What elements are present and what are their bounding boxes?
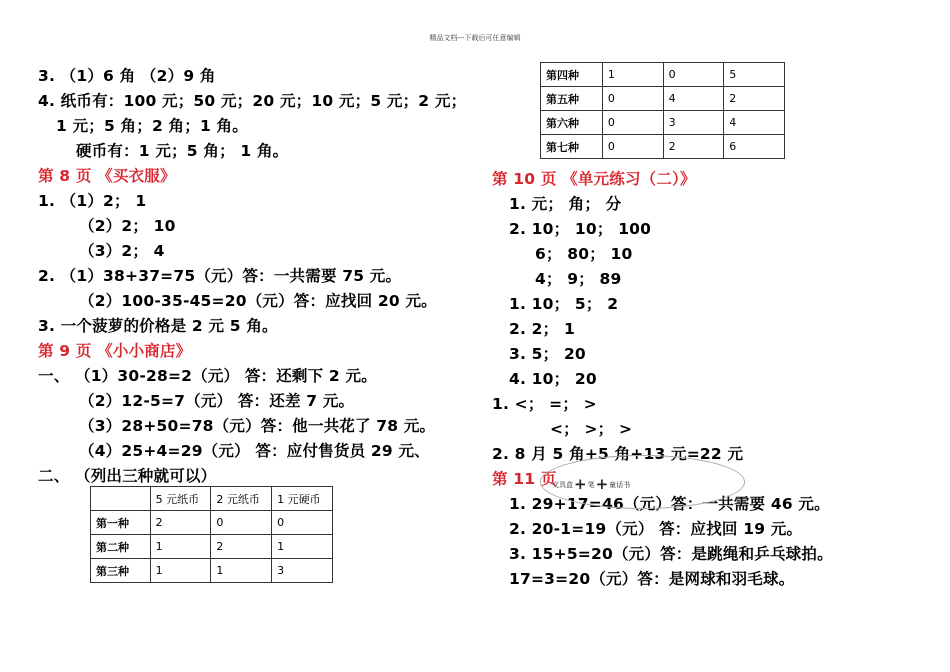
row-label-cell: 第四种 [541, 63, 603, 87]
answer-line: 2. 10； 10； 100 [509, 220, 652, 238]
answer-line: 4. 纸币有：100 元；50 元；20 元；10 元；5 元；2 元； [38, 92, 467, 110]
answer-line: 1. 10； 5； 2 [509, 295, 619, 313]
answer-line: 1. 29+17=46（元）答：一共需要 46 元。 [509, 495, 830, 513]
table-row [91, 559, 333, 583]
table-cell: 4 [663, 87, 724, 111]
stamp-text: 文具盒+笔+童话书 [552, 475, 631, 493]
answer-line: 2. 8 月 5 角+5 角+13 元=22 元 [492, 445, 744, 463]
answer-line: 4. 10； 20 [509, 370, 597, 388]
answer-line: （4）25+4=29（元） 答：应付售货员 29 元、 [79, 442, 430, 460]
table-cell: 3 [663, 111, 724, 135]
table-row [91, 535, 333, 559]
answer-line: 3. （1）6 角 （2）9 角 [38, 67, 216, 85]
table-cell: 2 [663, 135, 724, 159]
table-cell: 0 [663, 63, 724, 87]
answer-line: 1. （1）2； 1 [38, 192, 147, 210]
section-heading: 第 11 页 [492, 470, 557, 488]
answer-line: 一、 （1）30-28=2（元） 答：还剩下 2 元。 [38, 367, 377, 385]
table-header-cell: 2 元纸币 [211, 487, 272, 511]
table-cell: 4 [724, 111, 785, 135]
table-row [541, 63, 785, 87]
page-header: 精品文档---下载后可任意编辑 [429, 34, 521, 42]
table-cell: 3 [272, 559, 333, 583]
table-cell: 6 [724, 135, 785, 159]
table-cell: 0 [602, 135, 663, 159]
table-cell: 0 [211, 511, 272, 535]
answer-line: 4； 9； 89 [535, 270, 622, 288]
table-header-cell: 1 元硬币 [272, 487, 333, 511]
table-row [541, 135, 785, 159]
table-cell: 1 [602, 63, 663, 87]
answer-line: （2）100-35-45=20（元）答：应找回 20 元。 [79, 292, 437, 310]
table-cell: 0 [602, 87, 663, 111]
answer-line: <； >； > [550, 420, 633, 438]
answer-line: 3. 15+5=20（元）答：是跳绳和乒乓球拍。 [509, 545, 833, 563]
answer-line: （3）28+50=78（元）答：他一共花了 78 元。 [79, 417, 436, 435]
answer-line: 二、 （列出三种就可以） [38, 467, 217, 485]
answer-line: 1. 元； 角； 分 [509, 195, 622, 213]
table-row [541, 87, 785, 111]
table-cell: 1 [272, 535, 333, 559]
answer-line: 2. （1）38+37=75（元）答：一共需要 75 元。 [38, 267, 402, 285]
row-label-cell: 第一种 [91, 511, 151, 535]
row-label-cell: 第六种 [541, 111, 603, 135]
table-cell: 2 [211, 535, 272, 559]
section-heading: 第 8 页 《买衣服》 [38, 167, 176, 185]
money-combination-table-left [90, 486, 333, 583]
row-label-cell: 第五种 [541, 87, 603, 111]
money-combination-table-right [540, 62, 785, 159]
row-label-cell: 第三种 [91, 559, 151, 583]
table-cell: 0 [602, 111, 663, 135]
table-header-cell: 5 元纸币 [150, 487, 211, 511]
table-cell: 5 [724, 63, 785, 87]
answer-line: 2. 20-1=19（元） 答：应找回 19 元。 [509, 520, 803, 538]
table-cell: 1 [211, 559, 272, 583]
answer-line: 6； 80； 10 [535, 245, 633, 263]
answer-line: （2）2； 10 [79, 217, 176, 235]
table-cell: 2 [150, 511, 211, 535]
table-header-row [91, 487, 333, 511]
table-header-cell [91, 487, 151, 511]
answer-line: （2）12-5=7（元） 答：还差 7 元。 [79, 392, 355, 410]
row-label-cell: 第二种 [91, 535, 151, 559]
row-label-cell: 第七种 [541, 135, 603, 159]
answer-line: 硬币有：1 元；5 角； 1 角。 [76, 142, 289, 160]
section-heading: 第 9 页 《小小商店》 [38, 342, 192, 360]
table-cell: 1 [150, 559, 211, 583]
answer-line: 3. 一个菠萝的价格是 2 元 5 角。 [38, 317, 278, 335]
answer-line: 3. 5； 20 [509, 345, 586, 363]
answer-line: （3）2； 4 [79, 242, 165, 260]
section-heading: 第 10 页 《单元练习（二）》 [492, 170, 696, 188]
table-cell: 1 [150, 535, 211, 559]
answer-line: 1 元；5 角；2 角；1 角。 [56, 117, 248, 135]
answer-line: 2. 2； 1 [509, 320, 575, 338]
table-cell: 2 [724, 87, 785, 111]
answer-line: 17=3=20（元）答：是网球和羽毛球。 [509, 570, 795, 588]
table-row [541, 111, 785, 135]
table-cell: 0 [272, 511, 333, 535]
answer-line: 1. <； =； > [492, 395, 597, 413]
table-row [91, 511, 333, 535]
